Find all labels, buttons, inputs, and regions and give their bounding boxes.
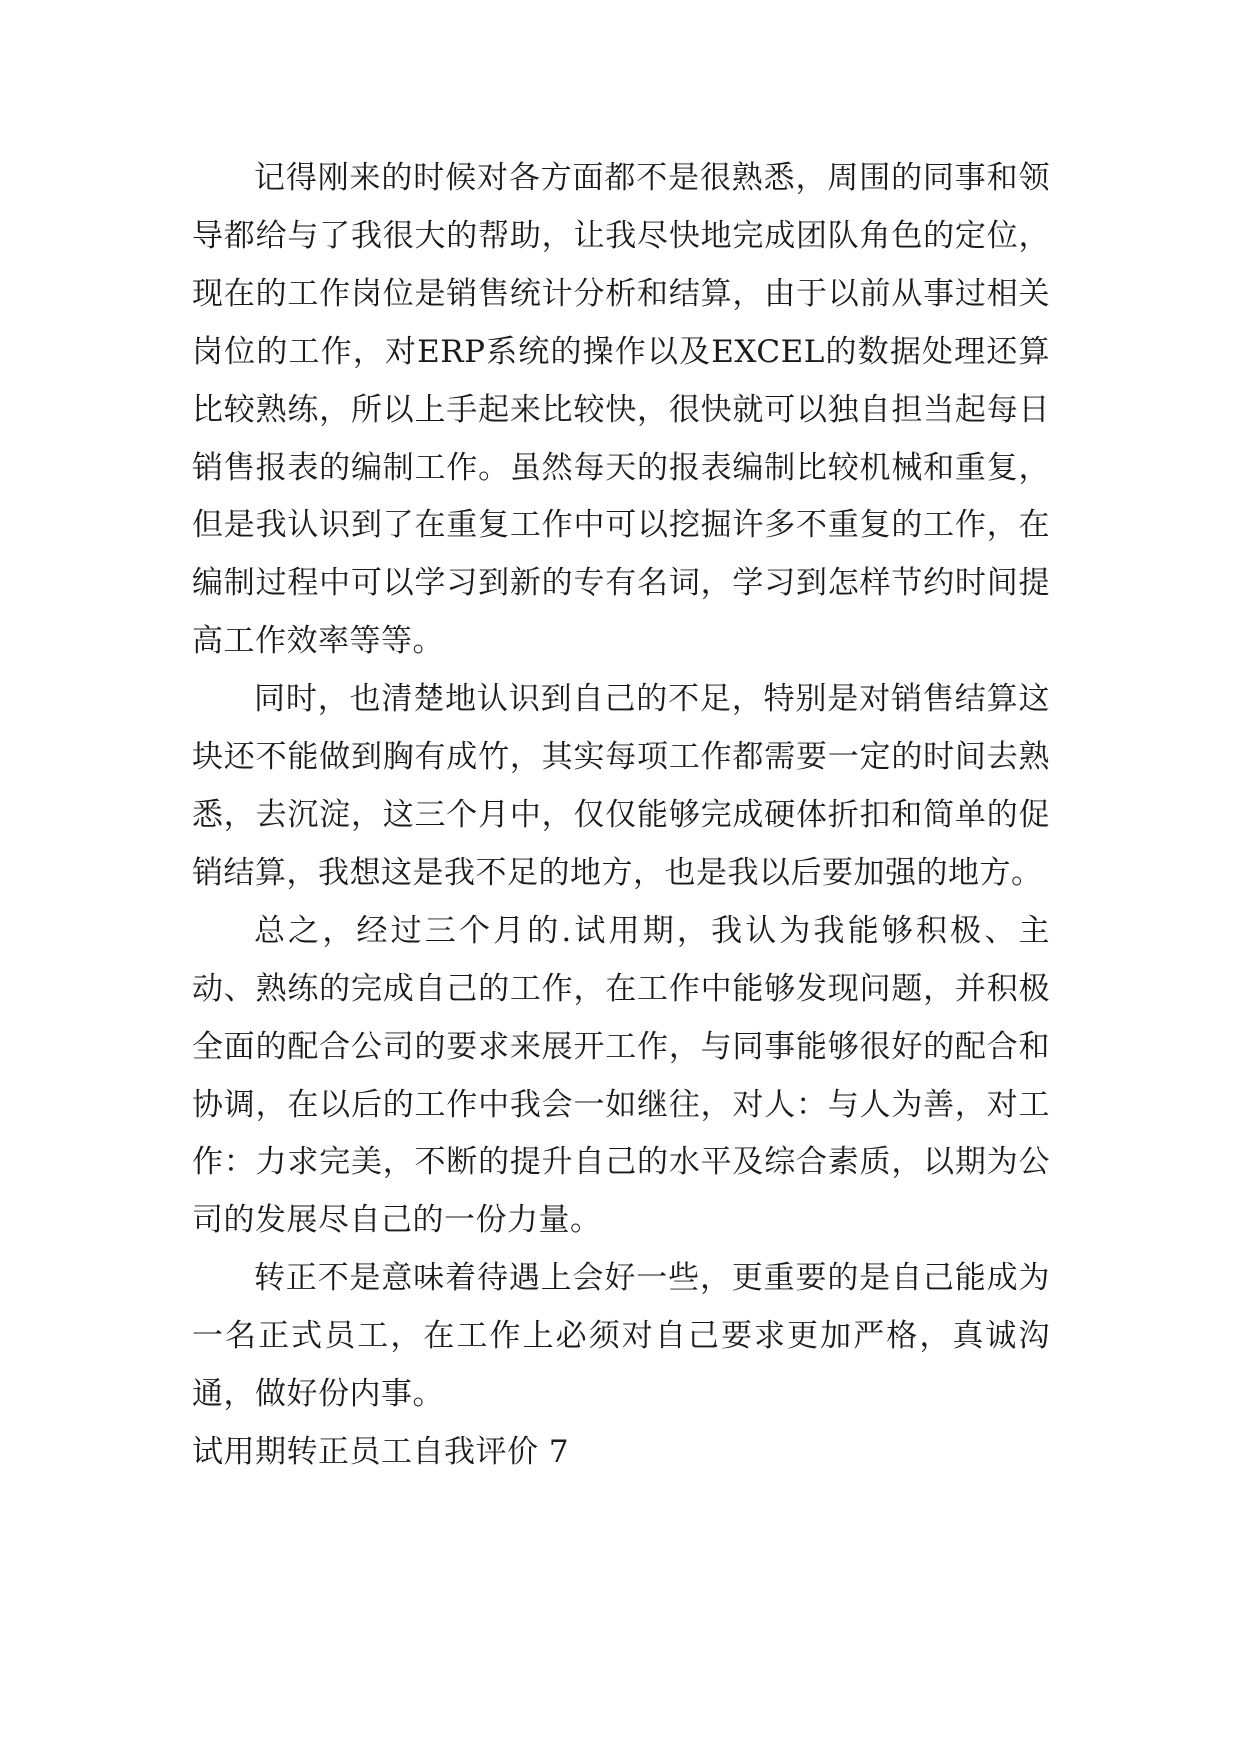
paragraph-shortcomings: 同时，也清楚地认识到自己的不足，特别是对销售结算这块还不能做到胸有成竹，其实每项工作都需要一定的时间去熟悉，去沉淀，这三个月中，仅仅能够完成硬体折扣和简单的促销结算，我想这是我不足的地方，也是我以后要加强的地方。 [192, 681, 1050, 891]
paragraph-summary: 总之，经过三个月的.试用期，我认为我能够积极、主动、熟练的完成自己的工作，在工作中能够发现问题，并积极全面的配合公司的要求来展开工作，与同事能够很好的配合和协调，在以后的工作中我会一如继往，对人：与人为善，对工作：力求完美，不断的提升自己的水平及综合素质，以期为公司的发展尽自己的一份力量。 [192, 912, 1050, 1239]
paragraph-conclusion: 转正不是意味着待遇上会好一些，更重要的是自己能成为一名正式员工，在工作上必须对自己要求更加严格，真诚沟通，做好份内事。 [192, 1260, 1050, 1413]
document-body [192, 150, 1050, 1482]
section-heading: 试用期转正员工自我评价 7 [192, 1433, 570, 1470]
paragraph-familiarization: 记得刚来的时候对各方面都不是很熟悉，周围的同事和领导都给与了我很大的帮助，让我尽快地完成团队角色的定位，现在的工作岗位是销售统计分析和结算，由于以前从事过相关岗位的工作，对ERP系统的操作以及EXCEL的数据处理还算比较熟练，所以上手起来比较快，很快就可以独自担当起每日销售报表的编制工作。虽然每天的报表编制比较机械和重复，但是我认识到了在重复工作中可以挖掘许多不重复的工作，在编制过程中可以学习到新的专有名词，学习到怎样节约时间提高工作效率等等。 [192, 160, 1050, 660]
